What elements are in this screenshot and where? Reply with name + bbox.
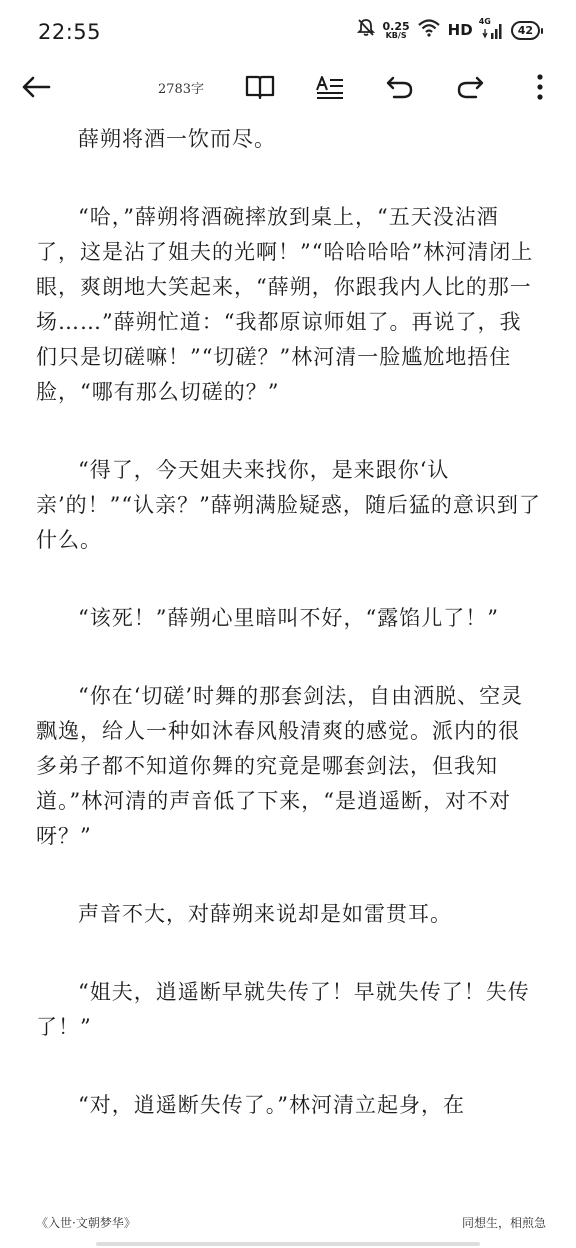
battery-icon: 42 <box>511 21 540 40</box>
book-icon[interactable] <box>240 62 280 112</box>
word-count: 2783字 <box>157 81 205 97</box>
reader-toolbar <box>0 62 576 112</box>
signal-icon: 4G <box>481 21 503 39</box>
paragraph: “哈，”薛朔将酒碗摔放到桌上，“五天没沾酒了，这是沾了姐夫的光啊！”“哈哈哈哈”林河清闭上眼，爽朗地大笑起来，“薛朔，你跟我内人比的那一场……”薛朔忙道：“我都原谅师姐了。再说了，我们只是切磋嘛！”“切磋？”林河清一脸尴尬地捂住脸，“哪有那么切磋的？” <box>36 205 534 404</box>
status-time: 22:55 <box>38 20 102 44</box>
book-title: 《入世·文朝梦华》 <box>36 1216 136 1230</box>
more-vert-icon[interactable] <box>522 62 558 112</box>
status-bar <box>0 0 576 68</box>
paragraph: 薛朔将酒一饮而尽。 <box>78 127 276 151</box>
paragraph: “你在‘切磋’时舞的那套剑法，自由洒脱、空灵飘逸，给人一种如沐春风般清爽的感觉。派内的很多弟子都不知道你舞的究竟是哪套剑法，但我知道。”林河清的声音低了下来，“是逍遥断，对不对呀？” <box>36 684 524 848</box>
status-indicators <box>357 18 540 42</box>
paragraph: “对，逍遥断失传了。”林河清立起身，在 <box>78 1093 465 1117</box>
paragraph: 声音不大，对薛朔来说却是如雷贯耳。 <box>78 902 452 926</box>
chapter-title: 同想生，相煎急 <box>461 1216 546 1230</box>
paragraph: “该死！”薛朔心里暗叫不好，“露馅儿了！” <box>78 606 499 630</box>
paragraph: “姐夫，逍遥断早就失传了！早就失传了！失传了！” <box>36 980 530 1039</box>
redo-icon[interactable] <box>450 62 490 112</box>
back-arrow-icon[interactable] <box>16 62 56 112</box>
mute-bell-icon <box>357 18 375 42</box>
net-speed: 0.25 KB/S <box>382 19 410 40</box>
paragraph: “得了，今天姐夫来找你，是来跟你‘认亲’的！”“认亲？”薛朔满脸疑惑，随后猛的意识到了什么。 <box>36 458 541 552</box>
undo-icon[interactable] <box>380 62 420 112</box>
wifi-icon <box>418 19 440 41</box>
text-format-icon[interactable] <box>310 62 350 112</box>
hd-label: HD <box>447 21 473 39</box>
chapter-content <box>36 122 541 1166</box>
reader-footer <box>0 1208 576 1238</box>
gesture-bar[interactable] <box>96 1242 480 1246</box>
